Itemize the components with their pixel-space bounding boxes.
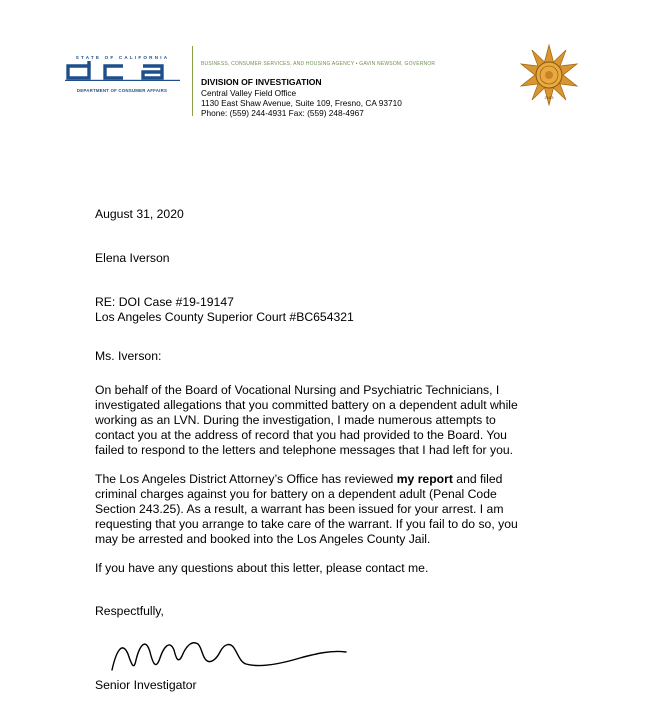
handwritten-signature [110, 624, 350, 684]
paragraph-line: criminal charges against you for battery on a dependent adult (Penal Code [95, 487, 497, 501]
paragraph-line: may be arrested and booked into the Los Angeles County Jail. [95, 532, 431, 546]
agency-line: BUSINESS, CONSUMER SERVICES, AND HOUSING AGENCY • GAVIN NEWSOM, GOVERNOR [201, 61, 436, 67]
paragraph-line: contact you at the address of record that you had provided to the Board. You [95, 428, 507, 442]
bold-my-report: my report [396, 472, 453, 486]
dca-logo [61, 44, 183, 118]
division-title: DIVISION OF INVESTIGATION [201, 77, 322, 87]
paragraph-contact: If you have any questions about this letter, please contact me. [95, 561, 429, 575]
letterhead [56, 44, 592, 118]
paragraph-line: investigated allegations that you committed battery on a dependent adult while [95, 398, 518, 412]
dca-logo-mark [65, 61, 180, 81]
closing: Respectfully, [95, 604, 164, 618]
logo-state-text: STATE OF CALIFORNIA [75, 55, 170, 60]
signer-title: Senior Investigator [95, 678, 197, 692]
paragraph-line: Section 243.25). As a result, a warrant has been issued for your arrest. I am [95, 502, 504, 516]
text-span: The Los Angeles District Attorney’s Office has reviewed [95, 472, 397, 486]
text-span: and filed [452, 472, 503, 486]
office-name: Central Valley Field Office [201, 88, 297, 98]
office-phone: Phone: (559) 244-4931 Fax: (559) 248-4967 [201, 108, 364, 118]
paragraph-line: working as an LVN. During the investigation, I made numerous attempts to [95, 413, 496, 427]
recipient-name: Elena Iverson [95, 251, 170, 265]
paragraph-line: requesting that you arrange to take care of the warrant. If you fail to do so, you [95, 517, 518, 531]
badge-number: 2163 [544, 95, 554, 100]
office-address: 1130 East Shaw Avenue, Suite 109, Fresno, CA 93710 [201, 98, 402, 108]
re-case-line: RE: DOI Case #19-19147 [95, 295, 234, 309]
re-court-line: Los Angeles County Superior Court #BC654321 [95, 310, 354, 324]
letterhead-divider [192, 46, 193, 116]
star-badge-icon [518, 44, 580, 106]
salutation: Ms. Iverson: [95, 349, 162, 363]
paragraph-line [95, 472, 502, 487]
paragraph-line: On behalf of the Board of Vocational Nursing and Psychiatric Technicians, I [95, 383, 500, 397]
letter-date: August 31, 2020 [95, 207, 184, 221]
paragraph-line: failed to respond to the letters and telephone messages that I had left for you. [95, 443, 514, 457]
logo-department-text: DEPARTMENT OF CONSUMER AFFAIRS [76, 88, 168, 93]
